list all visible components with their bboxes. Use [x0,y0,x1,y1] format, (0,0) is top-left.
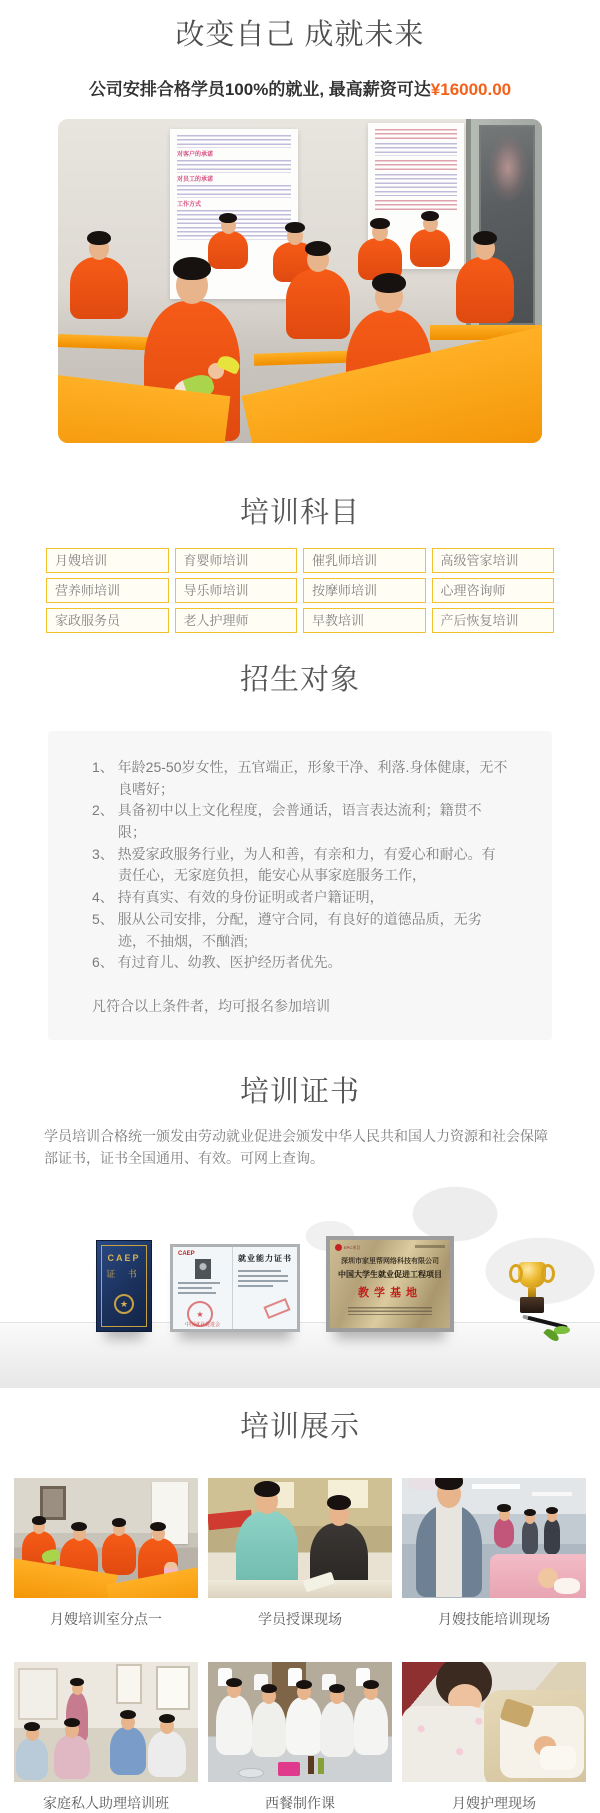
poster-heading: 工作方式 [177,202,202,208]
stamp-text: 中国就业促进会 [184,1321,220,1328]
window [156,1666,190,1710]
subtitle [0,75,600,100]
person-figure [456,237,514,323]
photo-caption: 西餐制作课 [265,1794,335,1811]
person-figure [16,1726,48,1780]
subject-item: 按摩师培训 [303,578,426,603]
gallery-photo [208,1478,392,1598]
subject-item: 家政服务员 [46,608,169,633]
section-title-enrollment: 招生对象 [239,664,360,696]
enrollment-box [48,731,552,1040]
person-figure [110,1714,146,1775]
certificate-book [96,1240,152,1332]
certificate-title: 就业能力证书 [238,1253,292,1263]
bottle [318,1758,324,1774]
enrollment-item: 2、 具备初中以上文化程度，会普通话，语言表达流利；籍贯不限； [92,802,482,841]
subject-item: 老人护理师 [175,608,298,633]
person-figure [494,1508,514,1548]
page-title: 改变自己 成就未来 [175,19,425,51]
plaque-top-label: EPC项目 [344,1244,361,1250]
gallery-photo [14,1662,198,1782]
section-title-certificate: 培训证书 [239,1075,360,1108]
cert-text-line [238,1275,288,1277]
cert-text-line [238,1280,288,1282]
plaque-project: 中国大学生就业促进工程项目 [338,1269,442,1279]
enrollment-item: 6、 有过育儿、幼教、医护经历者优先。 [92,954,342,971]
trophy-cup-icon [518,1262,546,1288]
poster-text-lines [375,200,457,210]
subject-item: 育婴师培训 [175,548,298,573]
person-figure [148,1718,186,1777]
section-title-gallery: 培训展示 [239,1410,360,1443]
person-figure [320,1688,354,1757]
poster-text-lines [375,143,457,156]
poster-heading: 对客户的承诺 [177,152,214,158]
enrollment-item: 5、 服从公司安排，分配，遵守合同，有良好的道德品质，无劣迹，不抽烟，不酗酒; [92,910,482,949]
cert-text-line [238,1270,281,1272]
photo-caption: 学员授课现场 [258,1610,342,1627]
trophy-base [520,1297,544,1313]
enrollment-list [92,757,508,974]
person-figure [102,1522,136,1575]
book-frame [101,1245,147,1327]
photo-caption: 月嫂培训室分点一 [50,1610,162,1627]
plaque-base-label: 教学基地 [358,1286,422,1299]
bottle [308,1756,314,1774]
hero-photo [58,119,542,443]
certificate-left-page [173,1247,233,1329]
gallery-cell [402,1662,586,1813]
photo-caption: 月嫂技能培训现场 [438,1610,550,1627]
gallery-photo [14,1478,198,1598]
enrollment-item: 3、 热爱家政服务行业，为人和善，有亲和力，有爱心和耐心。有责任心，无家庭负担，能安心从事家庭服务工作， [92,845,496,884]
subject-item: 心理咨询师 [432,578,555,603]
person-figure [354,1684,388,1755]
person-figure [416,1480,482,1597]
baby-swaddle [540,1746,576,1770]
poster-text-lines [375,129,457,139]
plaque-company: 深圳市家里帮网络科技有限公司 [341,1257,439,1265]
gallery-cell [14,1478,198,1629]
cert-text-line [178,1282,220,1284]
trophy-stem [528,1288,536,1297]
plaque-top-line [415,1245,445,1248]
gallery-photo [402,1478,586,1598]
gallery-grid [14,1478,586,1813]
subject-item: 导乐师培训 [175,578,298,603]
subtitle-text: 公司安排合格学员100%的就业, 最高薪资可达 [88,80,431,99]
leaf-icon [554,1326,570,1334]
cert-text-line [178,1292,216,1294]
window-reflection [488,133,528,203]
subject-item: 月嫂培训 [46,548,169,573]
certificate-right-page [233,1247,297,1329]
enrollment-footer: 凡符合以上条件者，均可报名参加培训 [92,997,330,1014]
certificate-open [170,1244,300,1332]
gallery-cell [14,1662,198,1813]
photo-caption: 月嫂护理现场 [452,1794,536,1811]
poster-heading: 对员工的承诺 [177,177,214,183]
steel-bowl [238,1768,264,1778]
cert-text-line [238,1285,273,1287]
person-figure [410,215,450,267]
salary-amount: ¥16000.00 [430,80,512,99]
enrollment-item: 4、 持有真实、有效的身份证明或者户籍证明， [92,889,384,906]
person-figure [252,1688,286,1757]
gallery-cell [402,1478,586,1629]
pink-basket [278,1762,300,1776]
plaque-small-text [348,1307,432,1315]
subject-item: 营养师培训 [46,578,169,603]
subject-item: 催乳师培训 [303,548,426,573]
photo-caption: 家庭私人助理培训班 [43,1794,169,1811]
gallery-cell [208,1662,392,1813]
person-figure [216,1682,252,1755]
subject-item: 高级管家培训 [432,548,555,573]
gallery-photo [402,1662,586,1782]
poster-text-lines [375,174,457,196]
poster-text-lines [177,185,291,198]
subject-item: 产后恢复培训 [432,608,555,633]
teaching-base-plaque [326,1236,454,1332]
person-figure [544,1510,560,1555]
poster-text-lines [177,135,291,148]
epc-logo-icon [335,1244,342,1251]
gallery-photo [208,1662,392,1782]
subject-item: 早教培训 [303,608,426,633]
round-stamp-icon: ★ [187,1301,213,1327]
poster-text-lines [375,160,457,170]
id-photo [195,1259,211,1279]
rect-stamp-icon [263,1298,290,1319]
book-logo: CAEP [107,1252,141,1263]
person-figure [236,1488,298,1595]
person-figure [70,237,128,319]
person-figure [286,1684,322,1755]
gallery-cell [208,1478,392,1629]
subject-grid [46,548,554,633]
enrollment-item: 1、 年龄25-50岁女性，五官端正，形象干净、利落.身体健康，无不良嗜好； [92,759,508,797]
cert-text-line [178,1287,212,1289]
book-emblem-icon: ★ [114,1294,134,1314]
baby-doll-body [554,1578,580,1594]
trophy [508,1262,556,1334]
certificate-showcase [0,1176,600,1388]
person-figure [522,1512,538,1555]
wall-frame [40,1486,66,1520]
book-label: 证 书 [106,1268,142,1279]
section-title-subjects: 培训科目 [239,497,360,529]
person-figure [208,217,248,269]
person-figure [286,247,350,339]
person-figure [358,223,402,280]
caep-logo: CAEP [178,1250,195,1257]
shelf [18,1668,58,1720]
desk-papers [208,1580,392,1598]
ceiling-light [532,1492,572,1496]
nurse-cap [408,1478,438,1490]
person-figure [54,1722,90,1779]
certificate-description: 学员培训合格统一颁发由劳动就业促进会颁发中华人民共和国人力资源和社会保障部证书，证书全国通用、有效。可网上查询。 [44,1127,548,1167]
window [116,1664,142,1704]
poster-text-lines [177,160,291,173]
